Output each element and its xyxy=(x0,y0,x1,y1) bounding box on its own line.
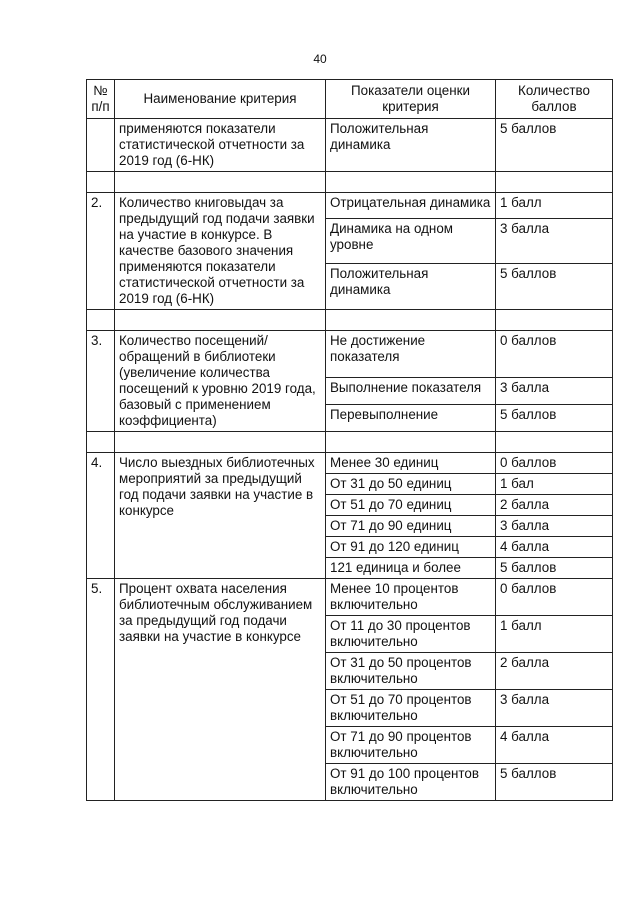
points-cell: 5 баллов xyxy=(496,119,613,172)
spacer-cell xyxy=(326,310,496,331)
indicator-cell: От 31 до 50 единиц xyxy=(326,474,496,495)
indicator-cell: Отрицательная динамика xyxy=(326,193,496,219)
table-row xyxy=(87,453,613,474)
criterion-name: применяются показатели статистической отчетности за 2019 год (6-НК) xyxy=(115,119,326,172)
spacer-cell xyxy=(326,432,496,453)
points-cell: 1 бал xyxy=(496,474,613,495)
points-cell: 4 балла xyxy=(496,537,613,558)
indicator-cell: Динамика на одном уровне xyxy=(326,218,496,264)
points-cell: 5 баллов xyxy=(496,558,613,579)
points-cell: 3 балла xyxy=(496,690,613,727)
points-cell: 0 баллов xyxy=(496,453,613,474)
indicator-cell: Выполнение показателя xyxy=(326,378,496,405)
points-cell: 5 баллов xyxy=(496,405,613,432)
indicator-cell: 121 единица и более xyxy=(326,558,496,579)
criterion-name: Количество книговыдач за предыдущий год подачи заявки на участие в конкурсе. В качестве базового значения применяются показатели статистической отчетности за 2019 год (6-НК) xyxy=(115,193,326,310)
points-cell: 3 балла xyxy=(496,218,613,264)
points-cell: 2 балла xyxy=(496,653,613,690)
table-header-row xyxy=(87,80,613,119)
points-cell: 3 балла xyxy=(496,516,613,537)
indicator-cell: Менее 10 процентов включительно xyxy=(326,579,496,616)
points-cell: 5 баллов xyxy=(496,764,613,801)
criterion-number: 3. xyxy=(87,331,115,432)
spacer-cell xyxy=(87,432,115,453)
criterion-number xyxy=(87,119,115,172)
points-cell: 0 баллов xyxy=(496,331,613,378)
points-cell: 3 балла xyxy=(496,378,613,405)
indicator-cell: От 71 до 90 процентов включительно xyxy=(326,727,496,764)
indicator-cell: Положительная динамика xyxy=(326,119,496,172)
spacer-cell xyxy=(496,432,613,453)
spacer-cell xyxy=(326,172,496,193)
table-row xyxy=(87,579,613,616)
indicator-cell: От 91 до 120 единиц xyxy=(326,537,496,558)
points-cell: 5 баллов xyxy=(496,264,613,310)
table-row xyxy=(87,193,613,219)
header-name: Наименование критерия xyxy=(115,80,326,119)
indicator-cell: От 31 до 50 процентов включительно xyxy=(326,653,496,690)
criterion-name: Процент охвата населения библиотечным обслуживанием за предыдущий год подачи заявки на участие в конкурсе xyxy=(115,579,326,801)
criterion-number: 5. xyxy=(87,579,115,801)
indicator-cell: От 91 до 100 процентов включительно xyxy=(326,764,496,801)
criterion-name: Число выездных библиотечных мероприятий за предыдущий год подачи заявки на участие в конкурсе xyxy=(115,453,326,579)
criterion-number: 4. xyxy=(87,453,115,579)
spacer-cell xyxy=(115,310,326,331)
row-spacer xyxy=(87,432,613,453)
indicator-cell: От 51 до 70 процентов включительно xyxy=(326,690,496,727)
indicator-cell: Менее 30 единиц xyxy=(326,453,496,474)
table-row xyxy=(87,331,613,378)
points-cell: 4 балла xyxy=(496,727,613,764)
points-cell: 2 балла xyxy=(496,495,613,516)
criterion-name: Количество посещений/обращений в библиотеки (увеличение количества посещений к уровню 2019 года, базовый с применением коэффициента) xyxy=(115,331,326,432)
page-number: 40 xyxy=(313,52,327,66)
indicator-cell: Перевыполнение xyxy=(326,405,496,432)
header-indicators: Показатели оценки критерия xyxy=(326,80,496,119)
spacer-cell xyxy=(115,432,326,453)
indicator-cell: От 51 до 70 единиц xyxy=(326,495,496,516)
spacer-cell xyxy=(87,172,115,193)
points-cell: 1 балл xyxy=(496,193,613,219)
criteria-table xyxy=(86,79,613,801)
indicator-cell: Положительная динамика xyxy=(326,264,496,310)
header-num: № п/п xyxy=(87,80,115,119)
row-spacer xyxy=(87,310,613,331)
indicator-cell: Не достижение показателя xyxy=(326,331,496,378)
points-cell: 0 баллов xyxy=(496,579,613,616)
indicator-cell: От 11 до 30 процентов включительно xyxy=(326,616,496,653)
spacer-cell xyxy=(115,172,326,193)
criterion-number: 2. xyxy=(87,193,115,310)
header-points: Количество баллов xyxy=(496,80,613,119)
spacer-cell xyxy=(496,310,613,331)
spacer-cell xyxy=(496,172,613,193)
row-spacer xyxy=(87,172,613,193)
table-row xyxy=(87,119,613,172)
points-cell: 1 балл xyxy=(496,616,613,653)
indicator-cell: От 71 до 90 единиц xyxy=(326,516,496,537)
spacer-cell xyxy=(87,310,115,331)
